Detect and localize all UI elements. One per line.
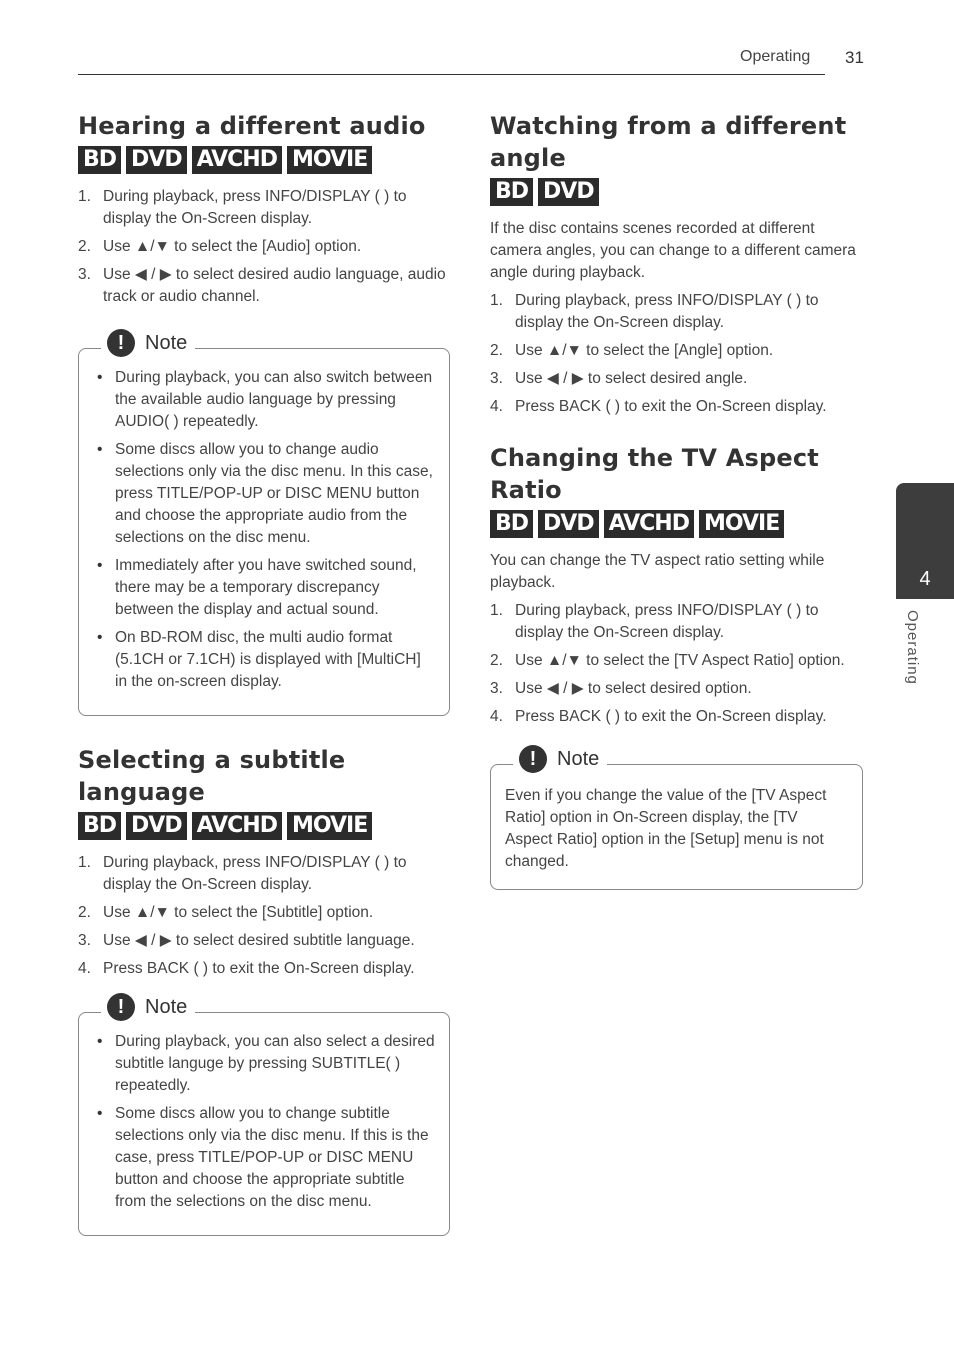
page-header (740, 48, 864, 67)
note-header (513, 745, 607, 773)
list-item: 3. Use ◀ / ▶ to select desired angle. (490, 370, 748, 387)
list-item: 1. During playback, press INFO/DISPLAY ( ) to display the On-Screen display. (78, 188, 407, 227)
exclamation-icon: ! (107, 329, 135, 357)
badge-dvd: DVD (126, 812, 187, 840)
list-item: 4. Press BACK ( ) to exit the On-Screen display. (490, 708, 827, 725)
page-number: 31 (845, 48, 864, 67)
list-item: • Some discs allow you to change audio selections only via the disc menu. In this case, press TITLE/POP-UP or DISC MENU button and choose the appropriate audio from the selections on the disc menu. (93, 439, 435, 549)
subtitle-heading: Selecting a subtitle language (78, 746, 346, 806)
badge-movie: MOVIE (287, 812, 372, 840)
list-item: 2. Use ▲/▼ to select the [Audio] option. (78, 238, 362, 255)
badge-dvd: DVD (538, 510, 599, 538)
list-item: 4. Press BACK ( ) to exit the On-Screen display. (490, 398, 827, 415)
angle-heading: Watching from a different angle (490, 112, 847, 172)
badge-bd: BD (490, 178, 533, 206)
badge-avchd: AVCHD (192, 812, 282, 840)
note-title: Note (557, 747, 600, 770)
chapter-tab (896, 483, 954, 599)
list-item: 1. During playback, press INFO/DISPLAY ( ) to display the On-Screen display. (490, 292, 819, 331)
list-item: 2. Use ▲/▼ to select the [Angle] option. (490, 342, 774, 359)
note-title: Note (145, 995, 188, 1018)
audio-disc-badges (78, 146, 450, 174)
list-item: • Some discs allow you to change subtitle selections only via the disc menu. If this is the case, press TITLE/POP-UP or DISC MENU button and choose the appropriate subtitle from the selections on the disc menu. (93, 1103, 435, 1213)
badge-avchd: AVCHD (604, 510, 694, 538)
list-item: 2. Use ▲/▼ to select the [TV Aspect Ratio] option. (490, 652, 845, 669)
note-header (101, 993, 195, 1021)
subtitle-section (78, 744, 450, 1236)
angle-intro: If the disc contains scenes recorded at different camera angles, you can change to a different camera angle during playback. (490, 220, 856, 281)
list-item: • Immediately after you have switched sound, there may be a temporary discrepancy between the display and actual sound. (93, 555, 435, 621)
badge-bd: BD (490, 510, 533, 538)
aspect-heading: Changing the TV Aspect Ratio (490, 444, 819, 504)
aspect-note-text: Even if you change the value of the [TV Aspect Ratio] option in On-Screen display, the [TV Aspect Ratio] option in the [Setup] menu is not changed. (505, 787, 827, 870)
list-item: 4. Press BACK ( ) to exit the On-Screen display. (78, 960, 415, 977)
exclamation-icon: ! (519, 745, 547, 773)
left-column (78, 110, 450, 1236)
aspect-steps (490, 600, 863, 728)
header-rule (78, 74, 825, 75)
subtitle-disc-badges (78, 812, 450, 840)
list-item: 3. Use ◀ / ▶ to select desired audio language, audio track or audio channel. (78, 266, 446, 305)
chapter-label: Operating (904, 610, 921, 685)
list-item: • On BD-ROM disc, the multi audio format (5.1CH or 7.1CH) is displayed with [MultiCH] in the on-screen display. (93, 627, 435, 693)
subtitle-steps (78, 852, 450, 980)
list-item: 1. During playback, press INFO/DISPLAY ( ) to display the On-Screen display. (490, 602, 819, 641)
audio-section (78, 110, 450, 716)
header-section: Operating (740, 48, 811, 65)
badge-bd: BD (78, 812, 121, 840)
aspect-section (490, 442, 863, 890)
list-item: • During playback, you can also switch between the available audio language by pressing AUDIO( ) repeatedly. (93, 367, 435, 433)
list-item: 3. Use ◀ / ▶ to select desired subtitle language. (78, 932, 415, 949)
chapter-number: 4 (919, 568, 931, 590)
subtitle-note-box (78, 995, 450, 1236)
audio-heading: Hearing a different audio (78, 112, 426, 140)
angle-disc-badges (490, 178, 863, 206)
exclamation-icon: ! (107, 993, 135, 1021)
audio-note-list (93, 367, 435, 693)
aspect-note-box (490, 747, 863, 890)
subtitle-note-list (93, 1031, 435, 1213)
list-item: • During playback, you can also select a desired subtitle languge by pressing SUBTITLE( ) repeatedly. (93, 1031, 435, 1097)
right-column (490, 110, 863, 890)
list-item: 1. During playback, press INFO/DISPLAY ( ) to display the On-Screen display. (78, 854, 407, 893)
badge-avchd: AVCHD (192, 146, 282, 174)
list-item: 2. Use ▲/▼ to select the [Subtitle] option. (78, 904, 374, 921)
audio-note-box (78, 331, 450, 716)
note-title: Note (145, 331, 188, 354)
badge-dvd: DVD (126, 146, 187, 174)
badge-movie: MOVIE (699, 510, 784, 538)
angle-section (490, 110, 863, 418)
badge-dvd: DVD (538, 178, 599, 206)
list-item: 3. Use ◀ / ▶ to select desired option. (490, 680, 752, 697)
aspect-intro: You can change the TV aspect ratio setting while playback. (490, 552, 825, 591)
angle-steps (490, 290, 863, 418)
note-header (101, 329, 195, 357)
aspect-disc-badges (490, 510, 863, 538)
badge-movie: MOVIE (287, 146, 372, 174)
badge-bd: BD (78, 146, 121, 174)
audio-steps (78, 186, 450, 308)
